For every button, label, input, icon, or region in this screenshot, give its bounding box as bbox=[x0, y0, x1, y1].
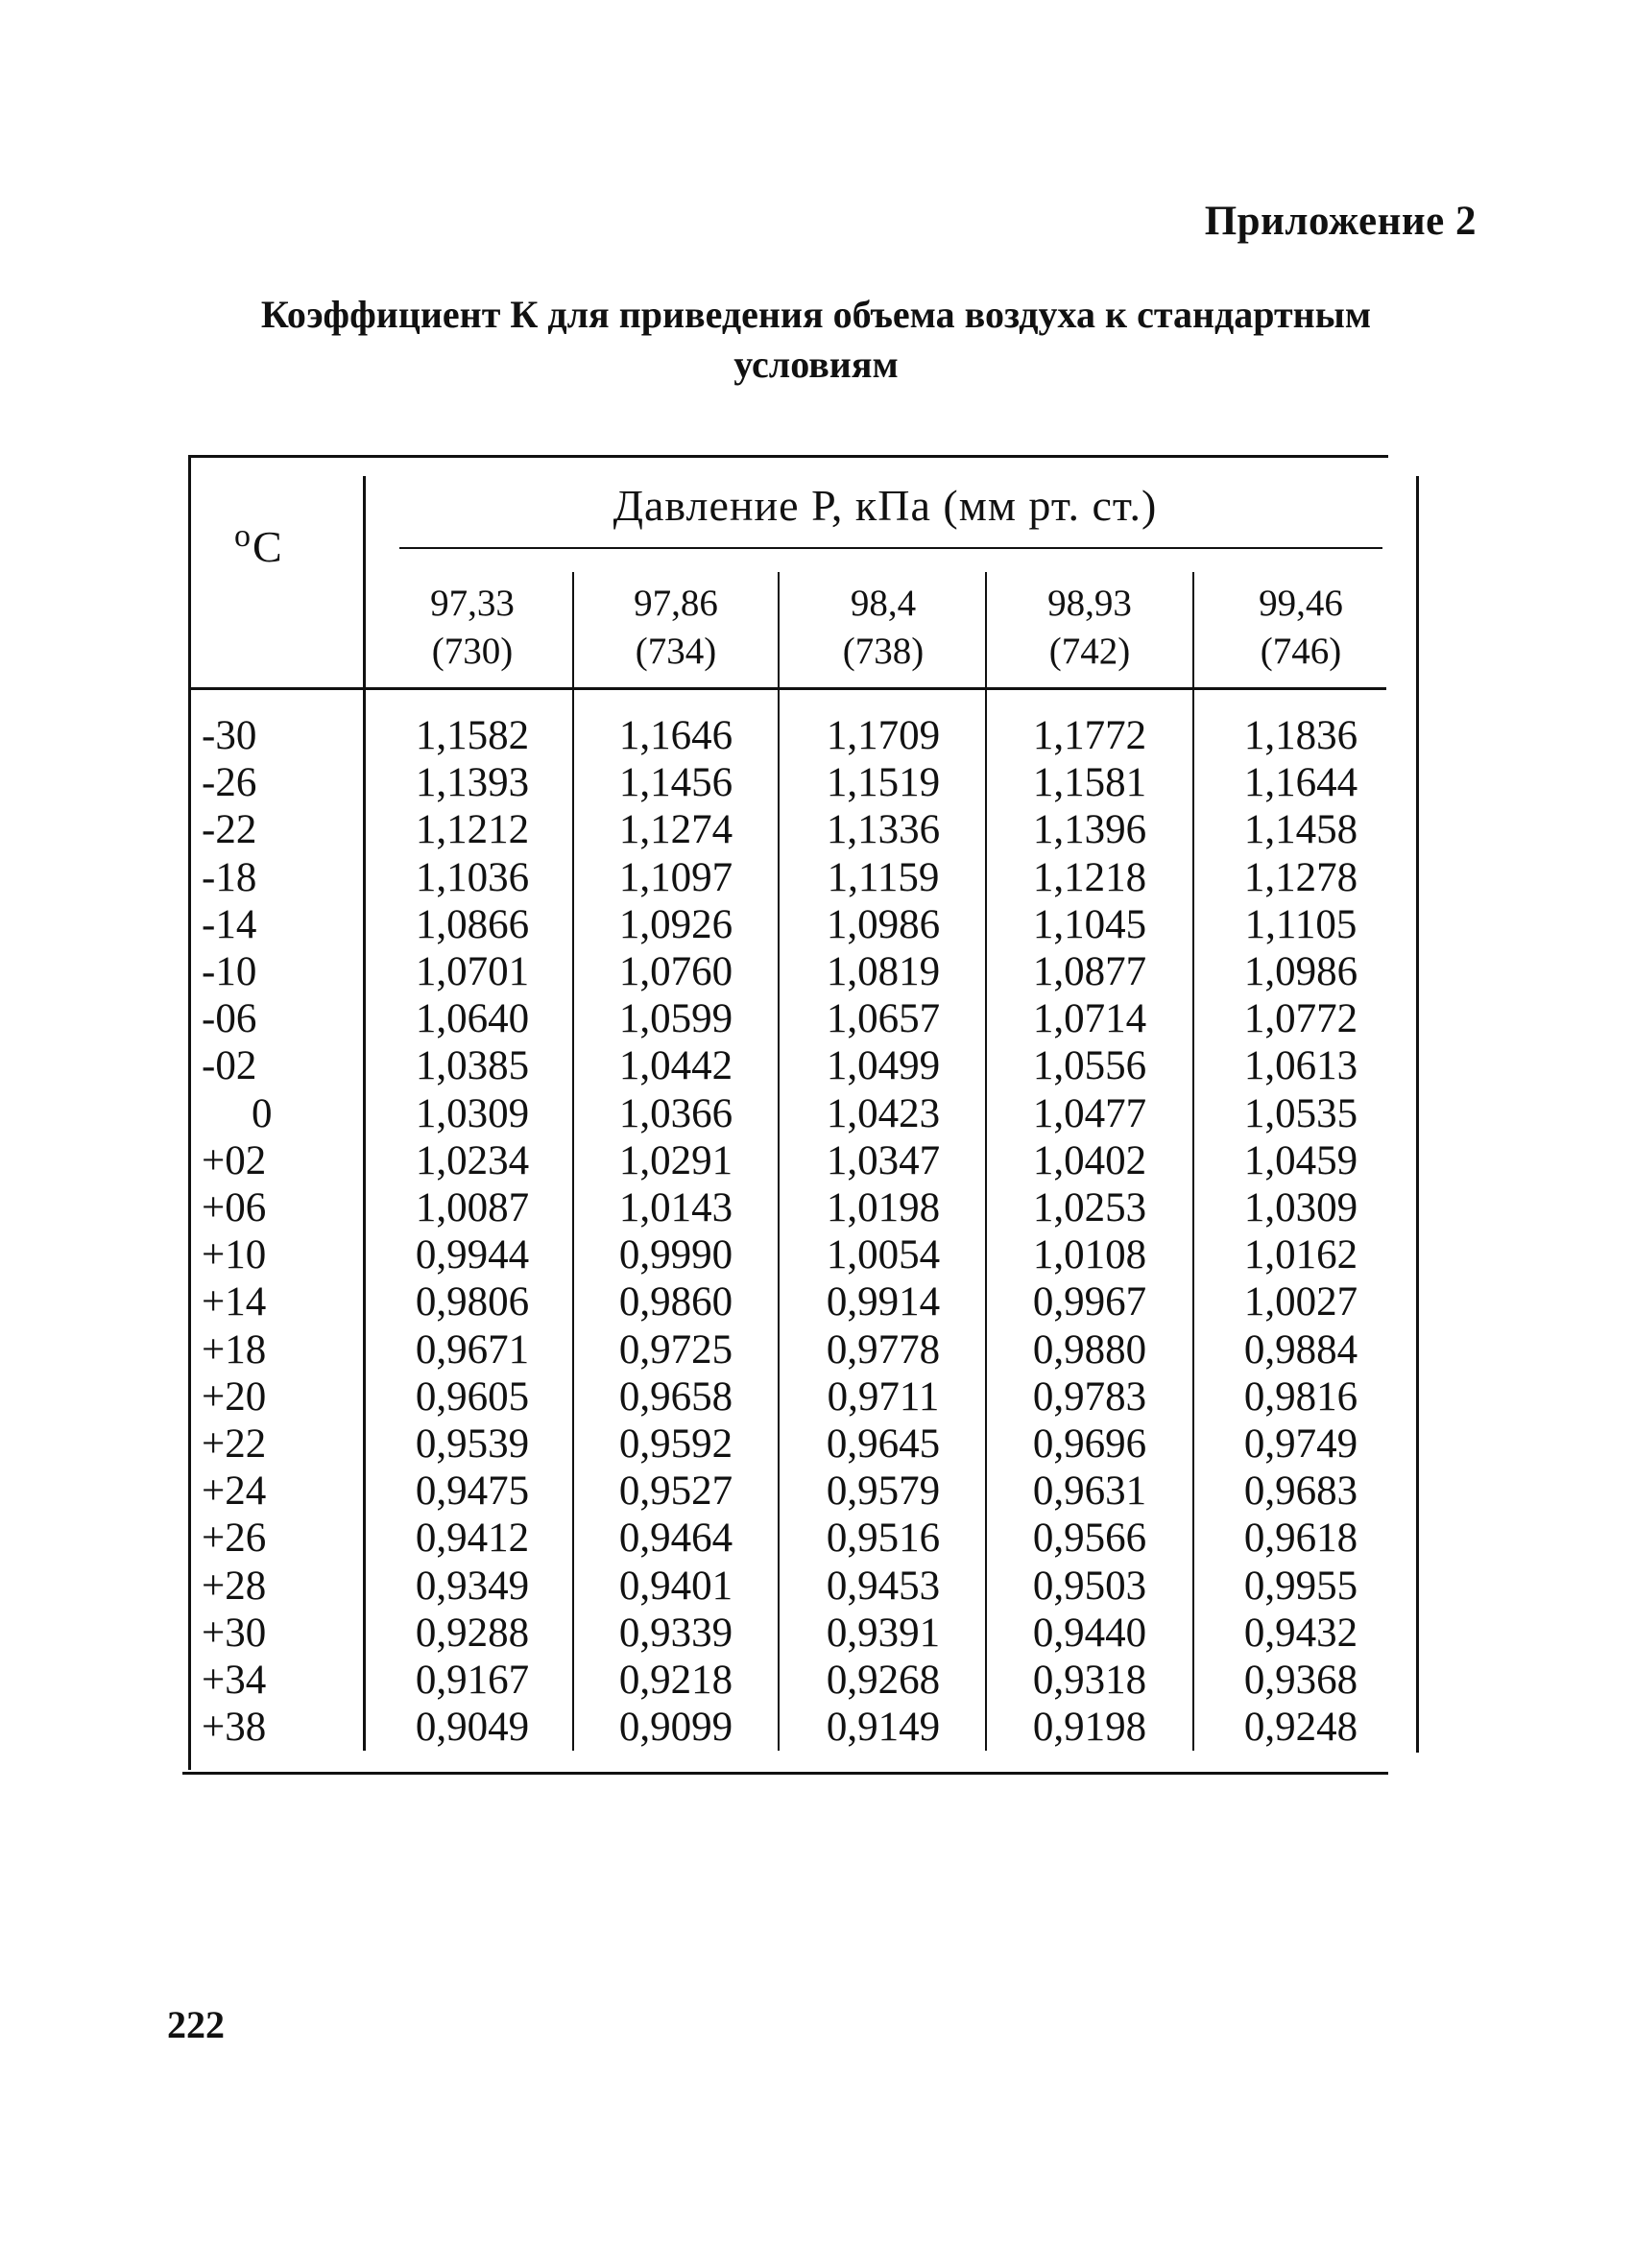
column-header-kpa: 97,86 bbox=[634, 583, 718, 624]
coefficient-cell: 1,1336 bbox=[826, 807, 941, 853]
coefficient-cell: 0,9645 bbox=[826, 1421, 941, 1467]
coefficient-cell: 1,0701 bbox=[415, 949, 530, 994]
coefficient-cell: 0,9503 bbox=[1032, 1563, 1147, 1609]
coefficient-cell: 0,9658 bbox=[618, 1373, 733, 1420]
column-header-kpa: 99,46 bbox=[1259, 583, 1343, 624]
coefficient-cell: 0,9967 bbox=[1032, 1279, 1147, 1325]
coefficient-cell: 0,9391 bbox=[826, 1610, 941, 1656]
coefficient-cell: 1,0926 bbox=[618, 901, 733, 947]
coefficient-cell: 1,1581 bbox=[1032, 760, 1147, 806]
column-header bbox=[989, 580, 1190, 676]
temperature-cell: +10 bbox=[202, 1232, 267, 1278]
coefficient-cell: 1,0772 bbox=[1243, 996, 1358, 1042]
coefficient-cell: 0,9288 bbox=[415, 1610, 530, 1656]
coefficient-cell: 1,0866 bbox=[415, 901, 530, 947]
pressure-header-divider bbox=[399, 547, 1382, 549]
temperature-cell: +28 bbox=[202, 1563, 267, 1609]
coefficient-cell: 1,0760 bbox=[618, 949, 733, 994]
column-header bbox=[575, 580, 777, 676]
coefficient-cell: 0,9579 bbox=[826, 1468, 941, 1515]
column-header-kpa: 97,33 bbox=[430, 583, 515, 624]
temperature-cell: +20 bbox=[202, 1373, 267, 1420]
coefficient-cell: 1,1278 bbox=[1243, 854, 1358, 900]
coefficient-cell: 0,9198 bbox=[1032, 1705, 1147, 1751]
coefficient-cell: 1,0291 bbox=[618, 1137, 733, 1183]
coefficient-cell: 0,9401 bbox=[618, 1563, 733, 1609]
coefficient-cell: 0,9671 bbox=[415, 1326, 530, 1373]
coefficient-cell: 0,9464 bbox=[618, 1516, 733, 1562]
coefficient-cell: 1,0027 bbox=[1243, 1279, 1358, 1325]
coefficient-cell: 1,0442 bbox=[618, 1043, 733, 1089]
coefficient-cell: 1,0347 bbox=[826, 1137, 941, 1183]
temperature-cell: +38 bbox=[202, 1705, 267, 1751]
coefficient-cell: 0,9860 bbox=[618, 1279, 733, 1325]
pressure-header: Давление Р, кПа (мм рт. ст.) bbox=[613, 481, 1158, 530]
coefficient-cell: 0,9349 bbox=[415, 1563, 530, 1609]
coefficient-cell: 0,9440 bbox=[1032, 1610, 1147, 1656]
coefficient-cell: 1,1519 bbox=[826, 760, 941, 806]
temp-column-divider bbox=[363, 476, 366, 1751]
coefficient-cell: 0,9149 bbox=[826, 1705, 941, 1751]
coefficient-cell: 1,0535 bbox=[1243, 1090, 1358, 1136]
coefficient-cell: 0,9816 bbox=[1243, 1373, 1358, 1420]
coefficient-cell: 0,9539 bbox=[415, 1421, 530, 1467]
coefficient-cell: 0,9566 bbox=[1032, 1516, 1147, 1562]
temperature-cell: +06 bbox=[202, 1185, 267, 1230]
coefficient-cell: 1,0459 bbox=[1243, 1137, 1358, 1183]
table-right-border bbox=[1416, 476, 1419, 1753]
header-bottom-border bbox=[190, 687, 1386, 690]
temperature-cell: -22 bbox=[202, 807, 257, 853]
coefficient-cell: 0,9683 bbox=[1243, 1468, 1358, 1515]
coefficient-cell: 0,9618 bbox=[1243, 1516, 1358, 1562]
temperature-cell: +02 bbox=[202, 1137, 267, 1183]
coefficient-cell: 1,0657 bbox=[826, 996, 941, 1042]
table-top-border bbox=[188, 455, 1388, 458]
coefficient-cell: 0,9453 bbox=[826, 1563, 941, 1609]
coefficient-cell: 1,0499 bbox=[826, 1043, 941, 1089]
coefficient-cell: 0,9696 bbox=[1032, 1421, 1147, 1467]
temperature-cell: -26 bbox=[202, 760, 257, 806]
column-header-mmhg: (730) bbox=[431, 631, 514, 672]
coefficient-cell: 0,9475 bbox=[415, 1468, 530, 1515]
page-title bbox=[144, 290, 1488, 390]
coefficient-cell: 0,9944 bbox=[415, 1232, 530, 1278]
coefficient-cell: 0,9749 bbox=[1243, 1421, 1358, 1467]
temperature-cell: +34 bbox=[202, 1658, 267, 1703]
coefficient-cell: 1,1036 bbox=[415, 854, 530, 900]
coefficient-cell: 1,1772 bbox=[1032, 713, 1147, 758]
coefficient-cell: 1,0986 bbox=[1243, 949, 1358, 994]
column-header-mmhg: (742) bbox=[1048, 631, 1131, 672]
coefficient-cell: 1,1097 bbox=[618, 854, 733, 900]
coefficient-cell: 0,9778 bbox=[826, 1326, 941, 1373]
temperature-cell: +22 bbox=[202, 1421, 267, 1467]
coefficient-cell: 0,9605 bbox=[415, 1373, 530, 1420]
coefficient-cell: 1,0234 bbox=[415, 1137, 530, 1183]
column-header bbox=[782, 580, 984, 676]
coefficient-cell: 1,0423 bbox=[826, 1090, 941, 1136]
temperature-cell: 0 bbox=[252, 1090, 273, 1136]
coefficient-cell: 1,1582 bbox=[415, 713, 530, 758]
temperature-cell: +24 bbox=[202, 1468, 267, 1515]
coefficient-cell: 0,9218 bbox=[618, 1658, 733, 1703]
degree-symbol: о bbox=[234, 518, 251, 554]
coefficient-cell: 1,1274 bbox=[618, 807, 733, 853]
coefficient-cell: 0,9955 bbox=[1243, 1563, 1358, 1609]
coefficient-cell: 1,0162 bbox=[1243, 1232, 1358, 1278]
coefficient-cell: 1,0477 bbox=[1032, 1090, 1147, 1136]
column-header-kpa: 98,93 bbox=[1047, 583, 1132, 624]
coefficient-cell: 1,1646 bbox=[618, 713, 733, 758]
coefficient-cell: 1,0309 bbox=[415, 1090, 530, 1136]
coefficient-cell: 1,1396 bbox=[1032, 807, 1147, 853]
column-header bbox=[1200, 580, 1402, 676]
coefficient-cell: 1,1218 bbox=[1032, 854, 1147, 900]
coefficient-cell: 1,1212 bbox=[415, 807, 530, 853]
coefficient-cell: 1,0714 bbox=[1032, 996, 1147, 1042]
coefficient-cell: 1,1836 bbox=[1243, 713, 1358, 758]
coefficient-cell: 0,9516 bbox=[826, 1516, 941, 1562]
coefficient-cell: 1,1458 bbox=[1243, 807, 1358, 853]
coefficient-cell: 0,9631 bbox=[1032, 1468, 1147, 1515]
coefficient-cell: 0,9412 bbox=[415, 1516, 530, 1562]
coefficient-cell: 0,9884 bbox=[1243, 1326, 1358, 1373]
appendix-label: Приложение 2 bbox=[1204, 199, 1477, 244]
coefficient-cell: 0,9783 bbox=[1032, 1373, 1147, 1420]
coefficient-cell: 0,9592 bbox=[618, 1421, 733, 1467]
coefficient-cell: 1,0253 bbox=[1032, 1185, 1147, 1230]
temperature-cell: -30 bbox=[202, 713, 257, 758]
coefficient-cell: 1,0640 bbox=[415, 996, 530, 1042]
coefficient-cell: 1,0385 bbox=[415, 1043, 530, 1089]
temperature-cell: +18 bbox=[202, 1326, 267, 1373]
coefficient-cell: 1,1709 bbox=[826, 713, 941, 758]
coefficient-cell: 1,0087 bbox=[415, 1185, 530, 1230]
coefficient-cell: 1,0309 bbox=[1243, 1185, 1358, 1230]
temperature-cell: -02 bbox=[202, 1043, 257, 1089]
column-divider-2 bbox=[778, 572, 780, 1751]
coefficient-cell: 1,1393 bbox=[415, 760, 530, 806]
coefficient-cell: 1,1045 bbox=[1032, 901, 1147, 947]
column-divider-4 bbox=[1192, 572, 1194, 1751]
temperature-cell: -18 bbox=[202, 854, 257, 900]
column-header-mmhg: (746) bbox=[1260, 631, 1342, 672]
coefficient-cell: 0,9711 bbox=[827, 1373, 940, 1420]
column-header-kpa: 98,4 bbox=[850, 583, 917, 624]
coefficient-cell: 1,0054 bbox=[826, 1232, 941, 1278]
temperature-header bbox=[234, 518, 282, 572]
coefficient-cell: 1,0613 bbox=[1243, 1043, 1358, 1089]
coefficient-cell: 0,9990 bbox=[618, 1232, 733, 1278]
coefficient-cell: 0,9914 bbox=[826, 1279, 941, 1325]
coefficient-cell: 0,9725 bbox=[618, 1326, 733, 1373]
coefficient-cell: 1,0108 bbox=[1032, 1232, 1147, 1278]
coefficient-cell: 1,0143 bbox=[618, 1185, 733, 1230]
coefficient-cell: 0,9167 bbox=[415, 1658, 530, 1703]
page-title-line-1: Коэффициент К для приведения объема воздуха к стандартным bbox=[260, 293, 1372, 336]
temperature-cell: +26 bbox=[202, 1516, 267, 1562]
coefficient-cell: 1,0819 bbox=[826, 949, 941, 994]
coefficient-cell: 0,9339 bbox=[618, 1610, 733, 1656]
page-title-line-2: условиям bbox=[733, 343, 899, 386]
coefficient-cell: 1,1159 bbox=[827, 854, 940, 900]
column-header-mmhg: (738) bbox=[842, 631, 925, 672]
coefficient-cell: 0,9880 bbox=[1032, 1326, 1147, 1373]
coefficient-cell: 0,9432 bbox=[1243, 1610, 1358, 1656]
coefficient-cell: 1,0402 bbox=[1032, 1137, 1147, 1183]
temperature-cell: +14 bbox=[202, 1279, 267, 1325]
temperature-cell: -06 bbox=[202, 996, 257, 1042]
column-header-mmhg: (734) bbox=[635, 631, 717, 672]
table-bottom-border bbox=[182, 1772, 1388, 1775]
coefficient-cell: 1,0366 bbox=[618, 1090, 733, 1136]
table-left-border bbox=[188, 455, 191, 1770]
coefficient-cell: 0,9368 bbox=[1243, 1658, 1358, 1703]
coefficient-cell: 0,9527 bbox=[618, 1468, 733, 1515]
temperature-cell: +30 bbox=[202, 1610, 267, 1656]
page-number: 222 bbox=[167, 2003, 225, 2046]
coefficient-cell: 1,1105 bbox=[1244, 901, 1358, 947]
coefficient-cell: 1,1456 bbox=[618, 760, 733, 806]
coefficient-cell: 0,9099 bbox=[618, 1705, 733, 1751]
temperature-cell: -10 bbox=[202, 949, 257, 994]
coefficient-cell: 0,9806 bbox=[415, 1279, 530, 1325]
celsius-unit: С bbox=[252, 522, 282, 571]
temperature-cell: -14 bbox=[202, 901, 257, 947]
coefficient-cell: 1,0877 bbox=[1032, 949, 1147, 994]
coefficient-cell: 1,0556 bbox=[1032, 1043, 1147, 1089]
coefficient-cell: 0,9049 bbox=[415, 1705, 530, 1751]
coefficient-cell: 1,0198 bbox=[826, 1185, 941, 1230]
coefficient-cell: 0,9268 bbox=[826, 1658, 941, 1703]
coefficient-cell: 1,0599 bbox=[618, 996, 733, 1042]
column-divider-3 bbox=[985, 572, 987, 1751]
coefficient-cell: 0,9318 bbox=[1032, 1658, 1147, 1703]
coefficient-cell: 1,1644 bbox=[1243, 760, 1358, 806]
coefficient-cell: 1,0986 bbox=[826, 901, 941, 947]
column-header bbox=[372, 580, 573, 676]
coefficient-cell: 0,9248 bbox=[1243, 1705, 1358, 1751]
